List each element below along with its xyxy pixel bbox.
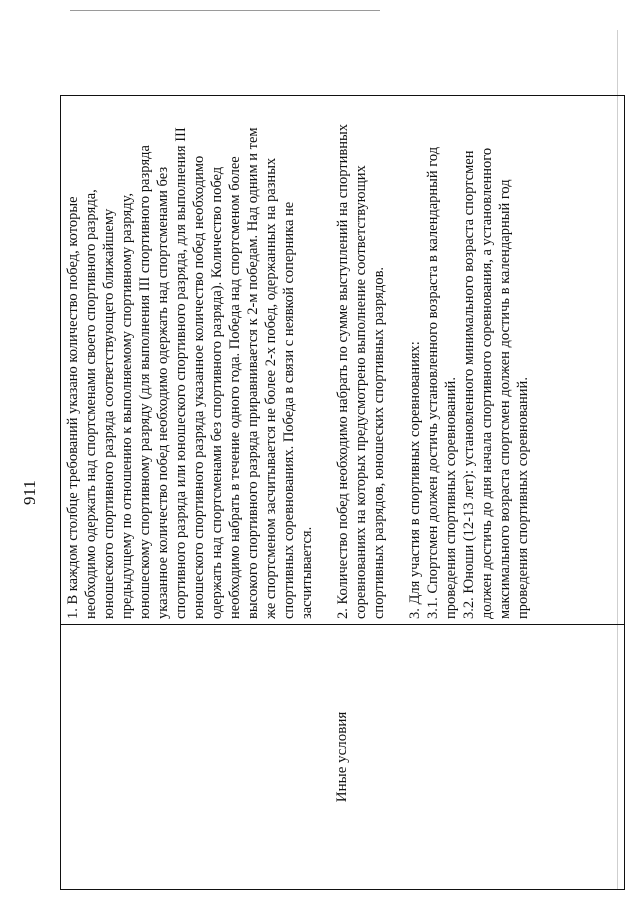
paragraph-gap [316,102,334,619]
text-line: спортивных соревнованиях. Победа в связи с неявкой соперника не [281,201,297,619]
text-line: одержать над спортсменами без спортивного разряда). Количество побед [209,166,225,619]
text-line: должен достичь до дня начала спортивного соревнования, а установленного [479,147,495,619]
text-line: юношескому спортивному разряду (для выполнения III спортивного разряда [137,145,153,619]
text-line: максимального возраста спортсмен должен достичь в календарный год [497,179,513,619]
text-line: 3. Для участия в спортивных соревнованиях: [407,341,423,619]
text-line: 1. В каждом столбце требований указано количество побед, которые [65,196,81,619]
text-line: спортивного разряда или юношеского спортивного разряда, для выполнения III [173,127,189,619]
paragraph-gap [388,102,406,619]
text-line: же спортсменом засчитывается не более 2-х побед, одержанных на разных [263,157,279,619]
page-number: 911 [20,480,39,505]
text-line: юношеского спортивного разряда указанное количество побед необходимо [191,155,207,619]
text-line: засчитывается. [299,526,315,619]
text-line: 3.2. Юноши (12-13 лет): установленного минимального возраста спортсмен [461,150,477,619]
rotated-page [20,95,625,890]
text-line: 3.1. Спортсмен должен достичь установленного возраста в календарный год [425,146,441,619]
text-line: высокого спортивного разряда приравнивается к 2-м победам. Над одним и тем [245,127,261,619]
text-line: спортивных разрядов, юношеских спортивных разрядов. [371,266,387,619]
text-line: указанное количество побед необходимо одержать над спортсменами без [155,166,171,619]
row-text [61,96,625,625]
text-line: предыдущему по отношению к выполняемому спортивному разряду, [119,192,135,619]
conditions-table [60,95,625,890]
scan-top-line [70,10,380,11]
row-label: Иные условия [61,625,625,890]
text-line: необходимо набрать в течение одного года. Победа над спортсменом более [227,156,243,619]
text-line: 2. Количество побед необходимо набрать по сумме выступлений на спортивных [335,123,351,619]
text-line: соревнованиях на которых предусмотрено выполнение соответствующих [353,165,369,619]
table-row [61,96,625,890]
text-line: юношеского спортивного разряда соответствующего ближайшему [101,208,117,619]
text-lines [64,102,532,619]
text-line: необходимо одержать над спортсменами своего спортивного разряда, [83,189,99,619]
text-line: проведения спортивных соревнований. [443,377,459,619]
text-line: проведения спортивных соревнований. [515,377,531,619]
